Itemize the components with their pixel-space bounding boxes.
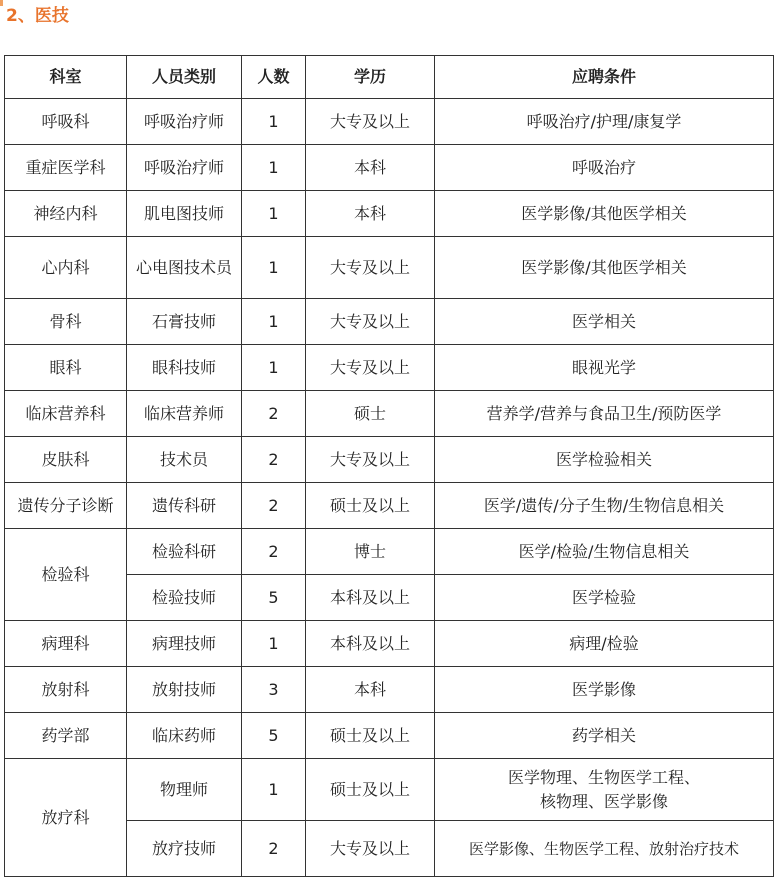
cell-requirements: 药学相关 xyxy=(435,713,774,759)
cell-department: 心内科 xyxy=(5,237,127,299)
cell-staff-category: 肌电图技师 xyxy=(127,191,242,237)
cell-staff-category: 检验技师 xyxy=(127,575,242,621)
cell-department: 临床营养科 xyxy=(5,391,127,437)
cell-staff-category: 放疗技师 xyxy=(127,821,242,877)
cell-department: 骨科 xyxy=(5,299,127,345)
cell-department: 皮肤科 xyxy=(5,437,127,483)
header-headcount: 人数 xyxy=(242,56,306,99)
cell-education: 博士 xyxy=(306,529,435,575)
cell-education: 本科 xyxy=(306,145,435,191)
cell-headcount: 1 xyxy=(242,99,306,145)
table-row xyxy=(5,483,774,529)
cell-education: 硕士及以上 xyxy=(306,759,435,821)
cell-education: 大专及以上 xyxy=(306,99,435,145)
cell-headcount: 1 xyxy=(242,191,306,237)
cell-requirements: 医学影像、生物医学工程、放射治疗技术 xyxy=(435,821,774,877)
table-header-row xyxy=(5,56,774,99)
cell-department: 放射科 xyxy=(5,667,127,713)
table-row xyxy=(5,759,774,821)
cell-headcount: 2 xyxy=(242,821,306,877)
cell-education: 本科及以上 xyxy=(306,621,435,667)
cell-staff-category: 物理师 xyxy=(127,759,242,821)
cell-staff-category: 临床药师 xyxy=(127,713,242,759)
table-row xyxy=(5,237,774,299)
cell-requirements: 眼视光学 xyxy=(435,345,774,391)
cell-department: 遗传分子诊断 xyxy=(5,483,127,529)
cell-requirements: 呼吸治疗 xyxy=(435,145,774,191)
cell-staff-category: 临床营养师 xyxy=(127,391,242,437)
cell-headcount: 2 xyxy=(242,437,306,483)
cell-staff-category: 技术员 xyxy=(127,437,242,483)
cell-headcount: 5 xyxy=(242,713,306,759)
cell-education: 硕士 xyxy=(306,391,435,437)
cell-education: 本科 xyxy=(306,667,435,713)
cell-staff-category: 检验科研 xyxy=(127,529,242,575)
cell-department: 病理科 xyxy=(5,621,127,667)
cell-headcount: 1 xyxy=(242,621,306,667)
table-row xyxy=(5,145,774,191)
table-row xyxy=(5,191,774,237)
cell-requirements: 医学检验相关 xyxy=(435,437,774,483)
cell-requirements: 医学影像/其他医学相关 xyxy=(435,191,774,237)
cell-requirements: 医学影像 xyxy=(435,667,774,713)
table-row xyxy=(5,299,774,345)
cell-education: 大专及以上 xyxy=(306,299,435,345)
recruitment-table xyxy=(4,55,774,877)
header-department: 科室 xyxy=(5,56,127,99)
cell-education: 硕士及以上 xyxy=(306,483,435,529)
cell-education: 大专及以上 xyxy=(306,437,435,483)
header-staff-category: 人员类别 xyxy=(127,56,242,99)
cell-headcount: 2 xyxy=(242,529,306,575)
cell-requirements: 医学/检验/生物信息相关 xyxy=(435,529,774,575)
cell-headcount: 2 xyxy=(242,391,306,437)
cell-staff-category: 放射技师 xyxy=(127,667,242,713)
table-row xyxy=(5,99,774,145)
cell-education: 大专及以上 xyxy=(306,821,435,877)
cell-headcount: 1 xyxy=(242,345,306,391)
table-row xyxy=(5,391,774,437)
cell-staff-category: 眼科技师 xyxy=(127,345,242,391)
header-education: 学历 xyxy=(306,56,435,99)
cell-staff-category: 石膏技师 xyxy=(127,299,242,345)
cell-requirements: 医学影像/其他医学相关 xyxy=(435,237,774,299)
cell-headcount: 1 xyxy=(242,237,306,299)
cell-department: 眼科 xyxy=(5,345,127,391)
cell-education: 本科 xyxy=(306,191,435,237)
cell-headcount: 1 xyxy=(242,145,306,191)
cell-department: 药学部 xyxy=(5,713,127,759)
cell-headcount: 1 xyxy=(242,299,306,345)
cell-education: 硕士及以上 xyxy=(306,713,435,759)
cell-requirements: 医学物理、生物医学工程、核物理、医学影像 xyxy=(435,759,774,821)
table-row xyxy=(5,529,774,575)
cell-headcount: 1 xyxy=(242,759,306,821)
table-row xyxy=(5,345,774,391)
cell-department: 放疗科 xyxy=(5,759,127,877)
cell-requirements: 呼吸治疗/护理/康复学 xyxy=(435,99,774,145)
cell-education: 大专及以上 xyxy=(306,237,435,299)
cell-department: 检验科 xyxy=(5,529,127,621)
cell-education: 本科及以上 xyxy=(306,575,435,621)
header-requirements: 应聘条件 xyxy=(435,56,774,99)
cell-headcount: 3 xyxy=(242,667,306,713)
cell-requirements: 医学检验 xyxy=(435,575,774,621)
cell-staff-category: 心电图技术员 xyxy=(127,237,242,299)
cell-headcount: 2 xyxy=(242,483,306,529)
cell-requirements: 医学相关 xyxy=(435,299,774,345)
table-row xyxy=(5,713,774,759)
table-row xyxy=(5,437,774,483)
table-row xyxy=(5,667,774,713)
cell-department: 重症医学科 xyxy=(5,145,127,191)
cell-department: 神经内科 xyxy=(5,191,127,237)
cell-staff-category: 病理技师 xyxy=(127,621,242,667)
cell-headcount: 5 xyxy=(242,575,306,621)
table-row xyxy=(5,621,774,667)
cell-requirements: 病理/检验 xyxy=(435,621,774,667)
cell-requirements: 营养学/营养与食品卫生/预防医学 xyxy=(435,391,774,437)
cell-education: 大专及以上 xyxy=(306,345,435,391)
cell-staff-category: 呼吸治疗师 xyxy=(127,145,242,191)
section-heading: 2、医技 xyxy=(0,0,69,26)
cell-department: 呼吸科 xyxy=(5,99,127,145)
cell-requirements: 医学/遗传/分子生物/生物信息相关 xyxy=(435,483,774,529)
cell-staff-category: 遗传科研 xyxy=(127,483,242,529)
cell-staff-category: 呼吸治疗师 xyxy=(127,99,242,145)
